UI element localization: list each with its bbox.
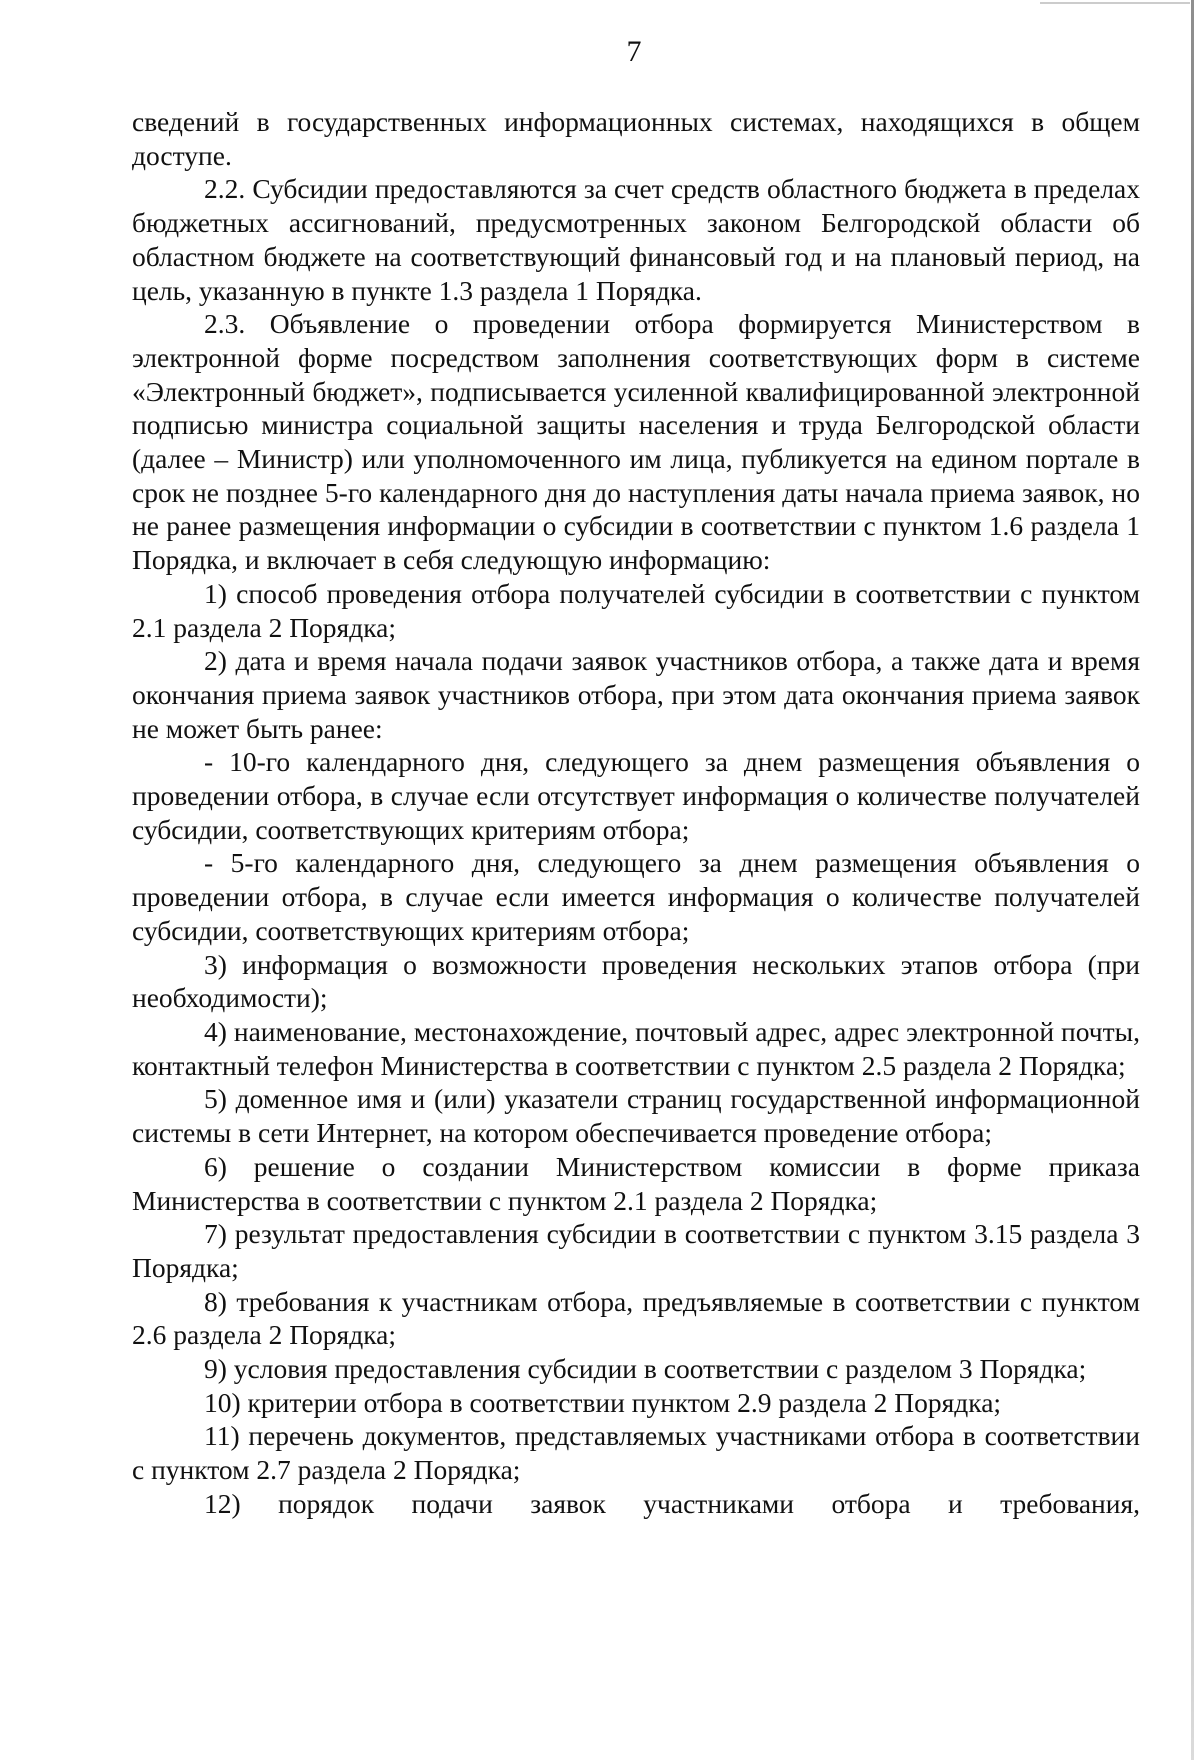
document-body xyxy=(132,105,1140,1521)
list-item-1: 1) способ проведения отбора получателей субсидии в соответствии с пунктом 2.1 раздела 2 Порядка; xyxy=(132,577,1140,643)
list-item-8: 8) требования к участникам отбора, предъявляемые в соответствии с пунктом 2.6 раздела 2 Порядка; xyxy=(132,1285,1140,1351)
list-item-11: 11) перечень документов, представляемых участниками отбора в соответствии с пунктом 2.7 раздела 2 Порядка; xyxy=(132,1420,1140,1486)
list-subitem-5-day: - 5-го календарного дня, следующего за днем размещения объявления о проведении отбора, в случае если имеется информация о количестве получателей субсидии, соответствующих критериям отбора; xyxy=(132,847,1140,946)
list-item-2: 2) дата и время начала подачи заявок участников отбора, а также дата и время окончания приема заявок участников отбора, при этом дата окончания приема заявок не может быть ранее: xyxy=(132,645,1140,744)
scan-edge-top xyxy=(1040,2,1190,4)
list-item-10: 10) критерии отбора в соответствии пунктом 2.9 раздела 2 Порядка; xyxy=(204,1386,1002,1418)
list-item-5: 5) доменное имя и (или) указатели страниц государственной информационной системы в сети Интернет, на котором обеспечивается проведение отбора; xyxy=(132,1083,1140,1149)
list-item-12: 12) порядок подачи заявок участниками отбора и требования, xyxy=(204,1487,1140,1519)
list-item-6: 6) решение о создании Министерством комиссии в форме приказа Министерства в соответствии с пунктом 2.1 раздела 2 Порядка; xyxy=(132,1150,1140,1216)
page-number: 7 xyxy=(626,35,642,68)
list-item-3: 3) информация о возможности проведения нескольких этапов отбора (при необходимости); xyxy=(132,948,1140,1014)
list-item-4: 4) наименование, местонахождение, почтовый адрес, адрес электронной почты, контактный телефон Министерства в соответствии с пунктом 2.5 раздела 2 Порядка; xyxy=(132,1015,1140,1081)
paragraph-2-3: 2.3. Объявление о проведении отбора формируется Министерством в электронной форме посредством заполнения соответствующих форм в системе «Электронный бюджет», подписывается усиленной квалифицированной электронной подписью министра социальной защиты населения и труда Белгородской области (далее – Министр) или уполномоченного им лица, публикуется на едином портале в срок не позднее 5-го календарного дня до наступления даты начала приема заявок, но не ранее размещения информации о субсидии в соответствии с пунктом 1.6 раздела 1 Порядка, и включает в себя следующую информацию: xyxy=(132,308,1140,576)
list-subitem-10-day: - 10-го календарного дня, следующего за днем размещения объявления о проведении отбора, в случае если отсутствует информация о количестве получателей субсидии, соответствующих критериям отбора; xyxy=(132,746,1140,845)
list-item-7: 7) результат предоставления субсидии в соответствии с пунктом 3.15 раздела 3 Порядка; xyxy=(132,1218,1140,1283)
scan-edge-right xyxy=(1191,0,1194,1760)
paragraph-2-2: 2.2. Субсидии предоставляются за счет средств областного бюджета в пределах бюджетных ассигнований, предусмотренных законом Белгородской области об областном бюджете на соответствующий финансовый год и на плановый период, на цель, указанную в пункте 1.3 раздела 1 Порядка. xyxy=(132,173,1140,306)
paragraph-continuation: сведений в государственных информационных системах, находящихся в общем доступе. xyxy=(132,106,1140,171)
list-item-9: 9) условия предоставления субсидии в соответствии с разделом 3 Порядка; xyxy=(204,1353,1087,1385)
